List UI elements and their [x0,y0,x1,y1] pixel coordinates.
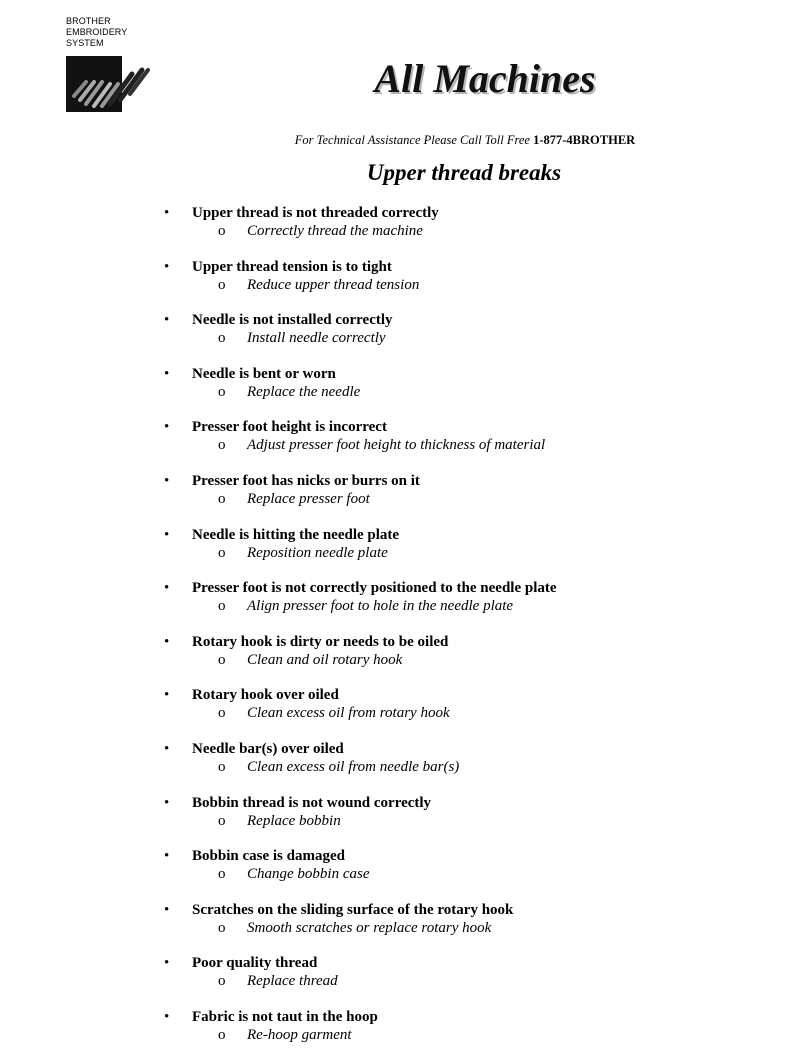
sub-bullet-icon: o [218,1026,226,1043]
solution-text: Re-hoop garment [247,1026,352,1043]
logo-line: EMBROIDERY [66,27,128,37]
solution-text: Align presser foot to hole in the needle plate [247,598,514,615]
bullet-icon: • [164,901,170,918]
bullet-icon: • [164,419,170,436]
sub-bullet-icon: o [218,919,226,936]
solution-text: Adjust presser foot height to thickness of material [247,437,546,454]
problem-text: Rotary hook is dirty or needs to be oiled [192,633,449,650]
bullet-icon: • [164,794,170,811]
bullet-icon: • [164,205,170,221]
problem-text: Bobbin thread is not wound correctly [192,794,432,811]
solution-text: Reduce upper thread tension [247,276,420,293]
problem-text: Bobbin case is damaged [192,848,345,865]
bullet-icon: • [164,1008,170,1025]
list-item [0,525,808,579]
solution-text: Replace thread [247,973,338,990]
solution-text: Change bobbin case [247,866,370,883]
list-item [0,846,808,900]
brother-embroidery-logo [66,16,156,116]
bullet-icon: • [164,365,170,382]
problem-text: Needle is not installed correctly [192,312,393,329]
logo-line: SYSTEM [66,38,104,48]
solution-text: Clean and oil rotary hook [247,651,403,668]
bullet-icon: • [164,580,170,597]
solution-text: Smooth scratches or replace rotary hook [247,919,492,936]
list-item [0,632,808,686]
sub-bullet-icon: o [218,973,226,990]
sub-bullet-icon: o [218,330,226,347]
list-item [0,471,808,525]
list-item [0,685,808,739]
embroidery-stitch-icon [66,56,156,112]
sub-bullet-icon: o [218,866,226,883]
problem-text: Poor quality thread [192,955,318,972]
list-item [0,417,808,471]
sub-bullet-icon: o [218,490,226,507]
solution-text: Replace bobbin [247,812,341,829]
sub-bullet-icon: o [218,437,226,454]
problem-text: Rotary hook over oiled [192,687,339,704]
solution-text: Correctly thread the machine [247,223,423,239]
sub-bullet-icon: o [218,705,226,722]
section-title: Upper thread breaks [366,160,562,185]
list-item [0,203,808,257]
list-item [0,364,808,418]
list-item [0,1007,808,1061]
list-item [0,793,808,847]
sub-bullet-icon: o [218,651,226,668]
solution-text: Replace the needle [247,383,361,400]
sub-bullet-icon: o [218,758,226,775]
bullet-icon: • [164,633,170,650]
technical-assistance-line [220,132,710,148]
solution-text: Install needle correctly [247,330,386,347]
sub-bullet-icon: o [218,383,226,400]
problem-text: Needle bar(s) over oiled [192,740,344,757]
bullet-icon: • [164,258,170,275]
sub-bullet-icon: o [218,812,226,829]
problem-text: Needle is bent or worn [192,365,336,382]
bullet-icon: • [164,740,170,757]
list-item [0,900,808,954]
bullet-icon: • [164,687,170,704]
list-item [0,953,808,1007]
list-item [0,739,808,793]
problem-text: Upper thread is not threaded correctly [192,205,439,221]
problem-text: Presser foot is not correctly positioned to the needle plate [192,580,557,597]
sub-bullet-icon: o [218,223,226,239]
problem-text: Needle is hitting the needle plate [192,526,400,543]
bullet-icon: • [164,472,170,489]
problem-text: Fabric is not taut in the hoop [192,1008,378,1025]
solution-text: Clean excess oil from needle bar(s) [247,758,460,775]
bullet-icon: • [164,312,170,329]
troubleshooting-list [0,203,808,1061]
bullet-icon: • [164,526,170,543]
problem-text: Presser foot has nicks or burrs on it [192,472,420,489]
logo-line: BROTHER [66,16,111,26]
logo-text [66,16,156,49]
solution-text: Reposition needle plate [247,544,388,561]
solution-text: Clean excess oil from rotary hook [247,705,450,722]
solution-text: Replace presser foot [247,490,370,507]
list-item [0,310,808,364]
problem-text: Presser foot height is incorrect [192,419,387,436]
sub-bullet-icon: o [218,544,226,561]
problem-text: Upper thread tension is to tight [192,258,392,275]
bullet-icon: • [164,955,170,972]
contact-phone: 1-877-4BROTHER [533,133,636,147]
sub-bullet-icon: o [218,276,226,293]
problem-text: Scratches on the sliding surface of the rotary hook [192,901,514,918]
bullet-icon: • [164,848,170,865]
list-item [0,578,808,632]
sub-bullet-icon: o [218,598,226,615]
page-title: All Machines [374,56,596,101]
list-item [0,257,808,311]
contact-text: For Technical Assistance Please Call Toll Free [294,133,530,147]
